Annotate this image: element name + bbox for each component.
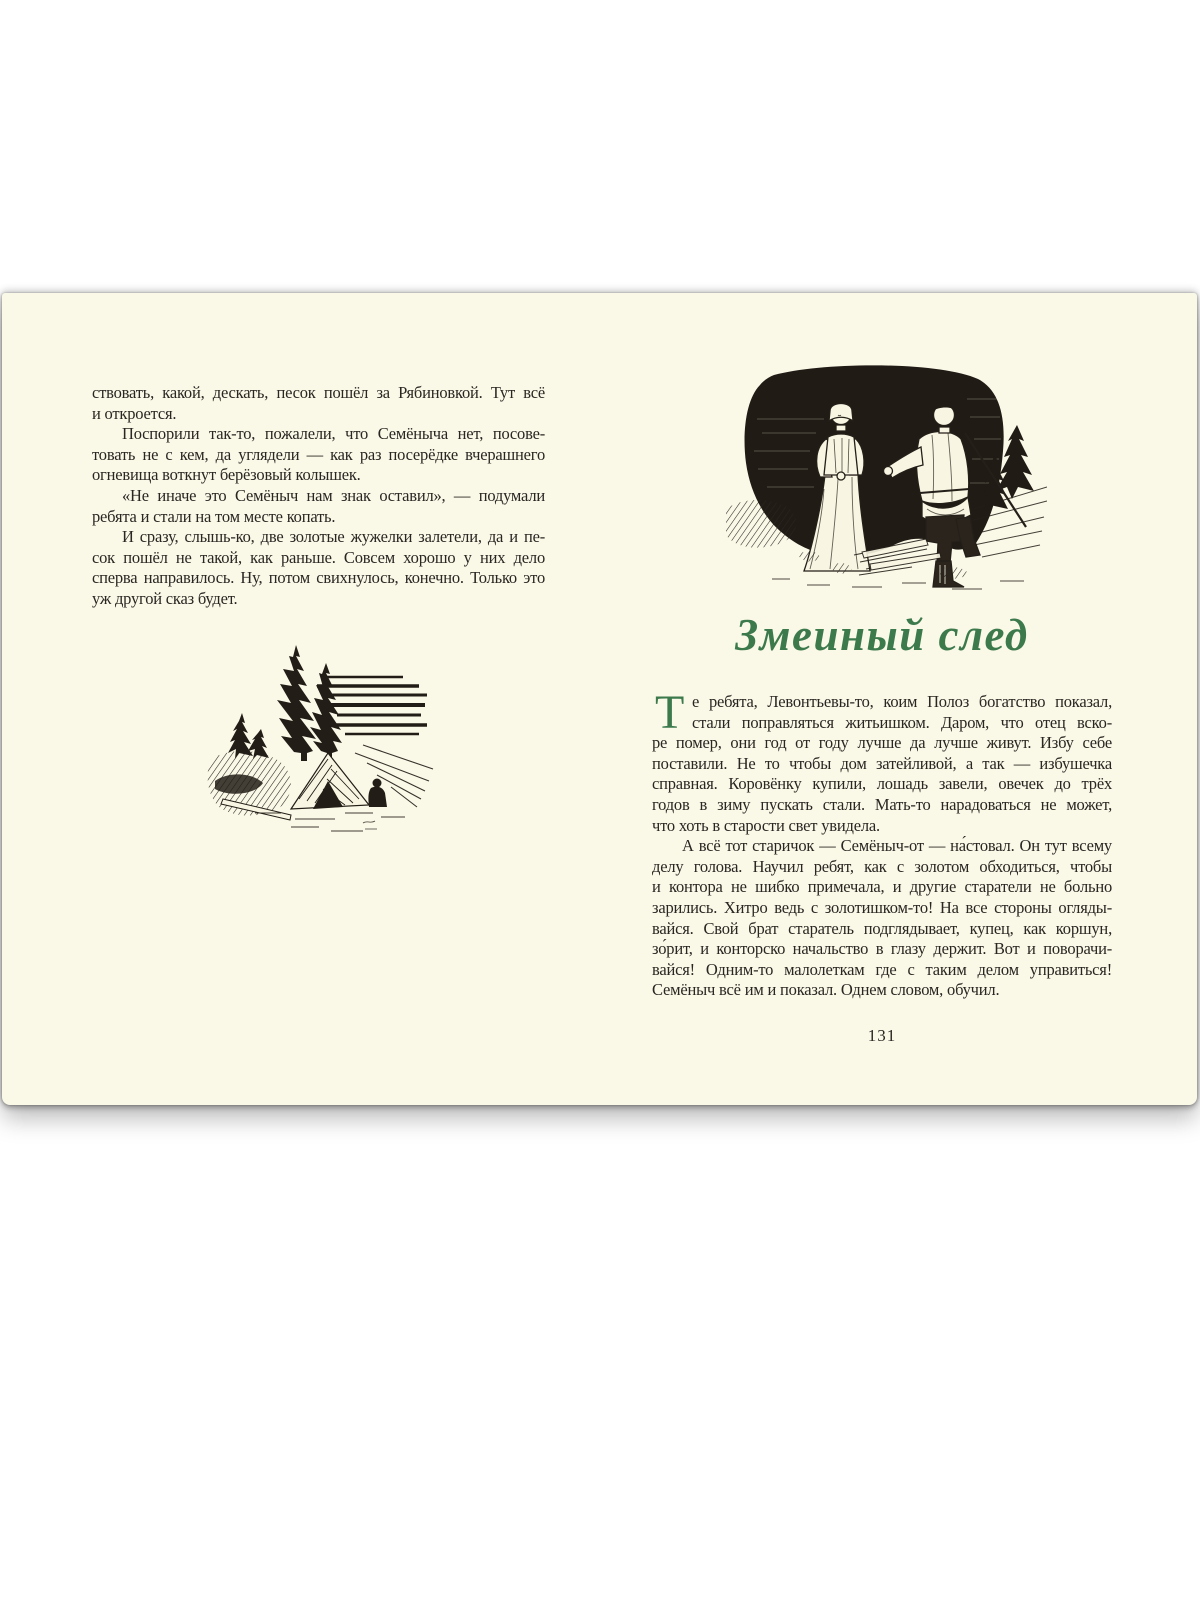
text-line: И сразу, слышь-ко, две золотые жужелки залетели, да и пе- xyxy=(122,527,545,547)
text-line: что хоть в старости свет увидела. xyxy=(652,815,880,835)
text-line: е ребята, Левонтьевы-то, коим Полоз богатство показал, xyxy=(692,692,1112,711)
text-line: «Не иначе это Семёныч нам знак оставил», — подумали xyxy=(122,485,545,505)
chapter-title: Змеиный след xyxy=(735,610,1029,660)
text-line: годов в зиму пускать стали. Мать-то нарадоваться не может, xyxy=(652,794,1112,814)
text-line: вайся! Одним-то малолеткам где с таким делом управиться! xyxy=(652,959,1112,979)
text-line: и откроется. xyxy=(92,403,177,423)
text-line: делу голова. Научил ребят, как с золотом обходиться, чтобы xyxy=(652,856,1112,876)
left-page-text xyxy=(92,383,545,610)
text-line: справная. Коровёнку купили, лошадь завели, овечек до трёх xyxy=(652,774,1112,794)
right-page-text xyxy=(652,686,1112,1001)
right-page-lines xyxy=(652,686,1112,1001)
text-line: сперва направилось. Ну, потом свихнулось, конечно. Только это xyxy=(92,568,545,588)
text-line: зарились. Хитро ведь с золотишком-то! На все стороны огляды- xyxy=(652,897,1112,917)
text-line: Поспорили так-то, пожалели, что Семёныча нет, посове- xyxy=(122,424,545,444)
text-line: уж другой сказ будет. xyxy=(92,588,238,608)
text-line: ребята и стали на том месте копать. xyxy=(92,506,336,526)
text-line: стали поправляться житьишком. Даром, что отец вско- xyxy=(692,712,1112,732)
text-line: ре помер, они год от году лучше да лучше живут. Избу себе xyxy=(652,733,1112,753)
tailpiece-illustration xyxy=(195,641,435,838)
text-line: А всё тот старичок — Семёныч-от — на́стовал. Он тут всему xyxy=(682,836,1112,856)
headpiece-illustration xyxy=(712,359,1047,596)
seated-figure xyxy=(368,779,387,808)
drop-cap: Т xyxy=(655,686,685,739)
text-line: поставили. Не то чтобы дом затейливой, а так — избушечка xyxy=(652,753,1112,773)
text-line: ствовать, какой, дескать, песок пошёл за Рябиновкой. Тут всё xyxy=(92,383,545,402)
text-line: сок пошёл не такой, как раньше. Совсем хорошо у них дело xyxy=(92,547,545,567)
book-spread-page xyxy=(2,293,1197,1105)
page-number: 131 xyxy=(867,1026,897,1045)
text-line: и контора не шибко примечала, и другие старатели не больно xyxy=(652,877,1112,897)
text-line: вайся. Свой брат старатель подглядывает, купец, как коршун, xyxy=(652,918,1112,938)
text-line: товать не с кем, да углядели — как раз посерёдке вчерашнего xyxy=(92,444,545,464)
text-line: Семёныч всё им и показал. Однем словом, обучил. xyxy=(652,980,1000,1000)
text-line: зо́рит, и конторско начальство в глазу держит. Вот и поворачи- xyxy=(652,939,1112,959)
text-line: огневища воткнут берёзовый колышек. xyxy=(92,465,361,485)
